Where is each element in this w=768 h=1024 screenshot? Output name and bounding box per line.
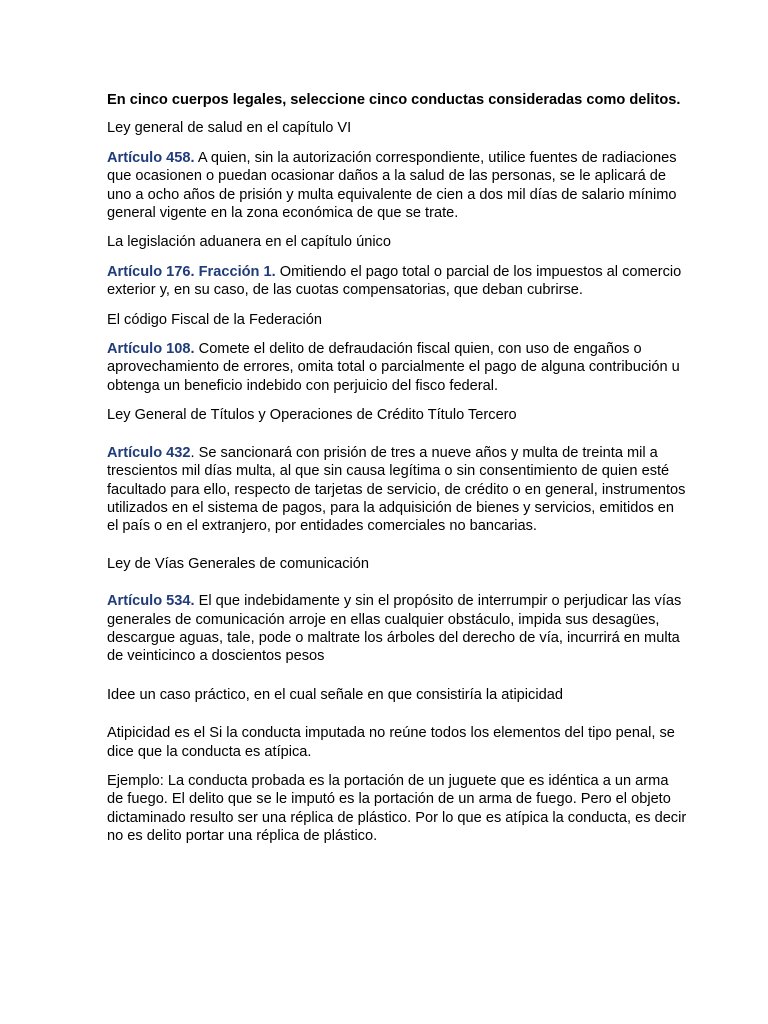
article-text: Comete el delito de defraudación fiscal quien, con uso de engaños o aprovechamiento de errores, omita total o parcialmente el pago de alguna contribución u obtenga un beneficio indebido con perjuicio del fisco federal.: [107, 341, 680, 394]
article-ref: Artículo 534.: [107, 593, 195, 610]
article-ref: Artículo 458.: [107, 149, 195, 166]
law-title-aduanera: La legislación aduanera en el capítulo único: [107, 234, 391, 251]
law-title-salud: Ley general de salud en el capítulo VI: [107, 120, 352, 137]
article-text: El que indebidamente y sin el propósito de interrumpir o perjudicar las vías generales de comunicación arroje en ellas cualquier obstáculo, impida sus desagües, descargue aguas, tale, pode o maltrate los árboles del derecho de vía, incurrirá en multa de veinticinco a doscientos pesos: [107, 593, 682, 665]
article-ref: Artículo 176. Fracción 1.: [107, 263, 276, 280]
law-title-codigo-fiscal: El código Fiscal de la Federación: [107, 311, 322, 328]
law-title-titulos-credito: Ley General de Títulos y Operaciones de Crédito Título Tercero: [107, 407, 517, 424]
article-108: [107, 340, 688, 395]
article-ref: Artículo 432: [107, 444, 191, 461]
article-text: . Se sancionará con prisión de tres a nueve años y multa de treinta mil a trescientos mil días multa, al que sin causa legítima o sin consentimiento de quien esté facultado para ello, respecto de tarjetas de servicio, de crédito o en general, instrumentos utilizados en el sistema de pagos, para la adquisición de bienes y servicios, emitidos en el país o en el extranjero, por entidades comerciales no bancarias.: [107, 444, 686, 535]
example-paragraph: Ejemplo: La conducta probada es la portación de un juguete que es idéntica a un arma de fuego. El delito que se le imputó es la portación de un arma de fuego. Pero el objeto dictaminado resulto ser una réplica de plástico. Por lo que es atípica la conducta, es decir no es delito portar una réplica de plástico.: [107, 772, 687, 845]
article-text: A quien, sin la autorización correspondiente, utilice fuentes de radiaciones que ocasionen o puedan ocasionar daños a la salud de las personas, se le aplicará de uno a ocho años de prisión y multa equivalente de cien a dos mil días de salario mínimo general vigente en la zona económica de que se trate.: [107, 149, 677, 222]
article-458: [107, 149, 688, 223]
article-432: [107, 444, 688, 536]
article-text: Omitiendo el pago total o parcial de los impuestos al comercio exterior y, en su caso, de las cuotas compensatorias, que deban cubrirse.: [107, 263, 682, 299]
article-534: [107, 592, 688, 666]
article-176: [107, 263, 688, 300]
atipicidad-definition: Atipicidad es el Si la conducta imputada no reúne todos los elementos del tipo penal, se dice que la conducta es atípica.: [107, 725, 675, 760]
law-title-vias-comunicacion: Ley de Vías Generales de comunicación: [107, 555, 370, 572]
document-heading: En cinco cuerpos legales, seleccione cinco conductas consideradas como delitos.: [107, 92, 681, 108]
article-ref: Artículo 108.: [107, 341, 195, 358]
case-prompt: Idee un caso práctico, en el cual señale en que consistiría la atipicidad: [107, 686, 563, 703]
